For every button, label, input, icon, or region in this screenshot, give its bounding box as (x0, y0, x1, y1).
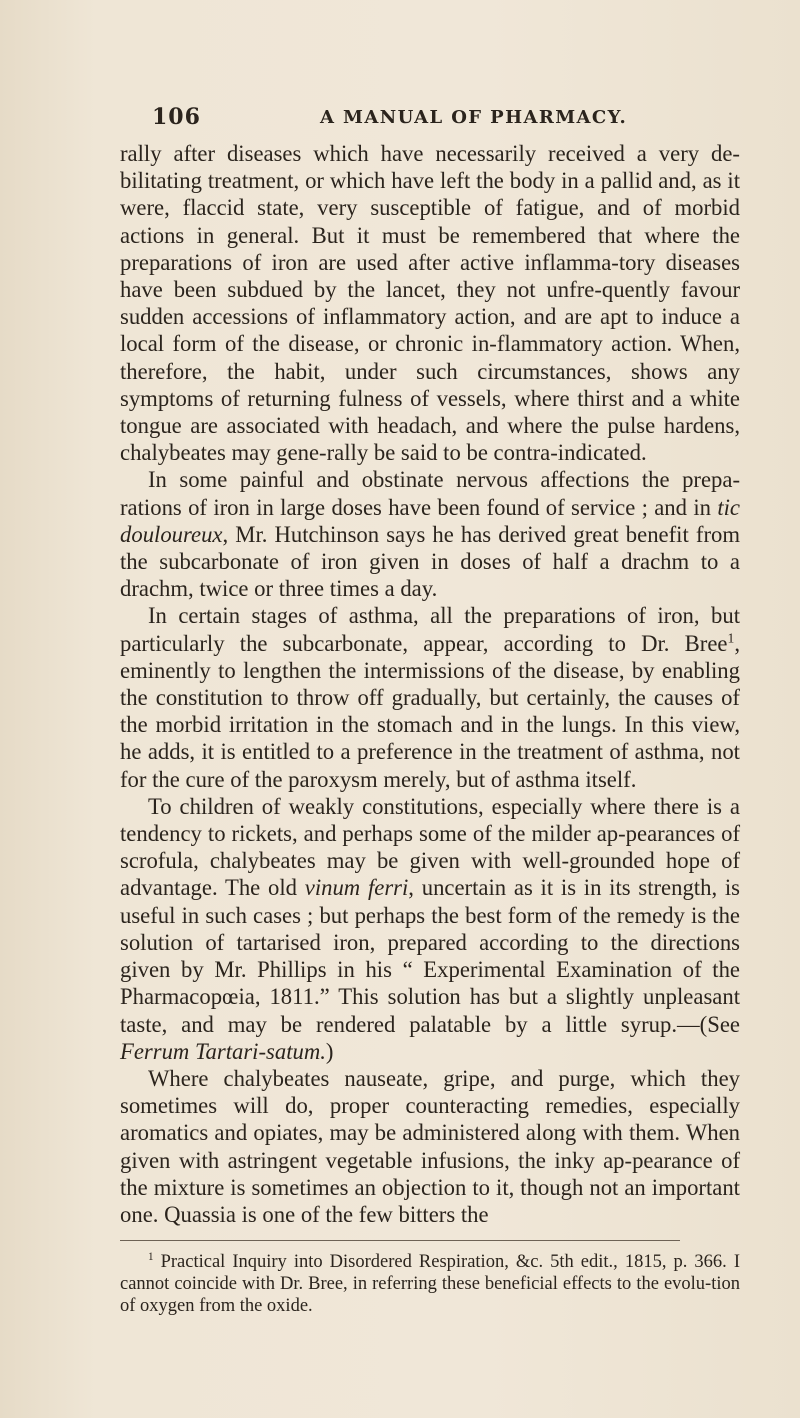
paragraph-2-text-b: , Mr. Hutchinson says he has derived great benefit from the subcarbonate of iron given in doses of half a drachm to a drachm, twice or three times a day. (120, 521, 740, 602)
footnote-text: Practical Inquiry into Disordered Respiration, &c. 5th edit., 1815, p. 366. I cannot coincide with Dr. Bree, in referring these beneficial effects to the evolu-tion of oxygen from the oxide. (120, 1252, 740, 1317)
paragraph-5: Where chalybeates nauseate, gripe, and purge, which they sometimes will do, proper counteracting remedies, especially aromatics and opiates, may be administered along with them. When given with astringent vegetable infusions, the inky ap-pearance of the mixture is sometimes an objection to it, though not an important one. Quassia is one of the few bitters the (120, 1065, 740, 1227)
paragraph-3 (120, 602, 740, 792)
paragraph-4-text-b: , uncertain as it is in its strength, is useful in such cases ; but perhaps the best form of the remedy is the solution of tartarised iron, prepared according to the directions given by Mr. Phillips in his “ Experimental Examination of the Pharmacopœia, 1811.” This solution has but a slightly unpleasant taste, and may be rendered palatable by a little syrup.—(See (120, 875, 741, 1037)
running-title: A MANUAL OF PHARMACY. (320, 107, 628, 128)
footnote-marker: 1 (148, 1250, 154, 1263)
page-number: 106 (152, 104, 201, 130)
paragraph-4 (120, 793, 740, 1065)
paragraph-2-text-a: In some painful and obstinate nervous affections the prepa-rations of iron in large doses have been found of service ; and in (120, 467, 740, 520)
running-head (84, 96, 740, 136)
paragraph-2-italic: tic douloureux (120, 494, 740, 547)
paragraph-4-italic-a: vinum ferri (304, 875, 409, 901)
paragraph-3-text-b: , eminently to lengthen the intermissions of the disease, by enabling the constitution to throw off gradually, but certainly, the causes of the morbid irritation in the stomach and in the lungs. In this view, he adds, it is entitled to a preference in the treatment of asthma, not for the cure of the paroxysm merely, but of asthma itself. (120, 630, 740, 792)
footnote-divider (120, 1240, 680, 1241)
paragraph-4-text-c: ) (325, 1038, 334, 1064)
paragraph-3-text-a: In certain stages of asthma, all the preparations of iron, but particularly the subcarbonate, appear, according to Dr. Bree (120, 603, 740, 656)
paragraph-4-italic-b: Ferrum Tartari-satum. (120, 1038, 326, 1064)
footnote (120, 1251, 740, 1317)
paragraph-1: rally after diseases which have necessarily received a very de-bilitating treatment, or which have left the body in a pallid and, as it were, flaccid state, very susceptible of fatigue, and of morbid actions in general. But it must be remembered that where the preparations of iron are used after active inflamma-tory diseases have been subdued by the lancet, they not unfre-quently favour sudden accessions of inflammatory action, and are apt to induce a local form of the disease, or chronic in-flammatory action. When, therefore, the habit, under such circumstances, shows any symptoms of returning fulness of vessels, where thirst and a white tongue are associated with headach, and where the pulse hardens, chalybeates may gene-rally be said to be contra-indicated. (120, 141, 740, 466)
paragraph-2 (120, 466, 740, 602)
body-text (120, 140, 740, 1228)
footnote-reference: 1 (727, 630, 735, 646)
paragraph-4-text-a: To children of weakly constitutions, especially where there is a tendency to rickets, and perhaps some of the milder ap-pearances of scrofula, chalybeates may be given with well-grounded hope of advantage. The old (120, 793, 740, 901)
